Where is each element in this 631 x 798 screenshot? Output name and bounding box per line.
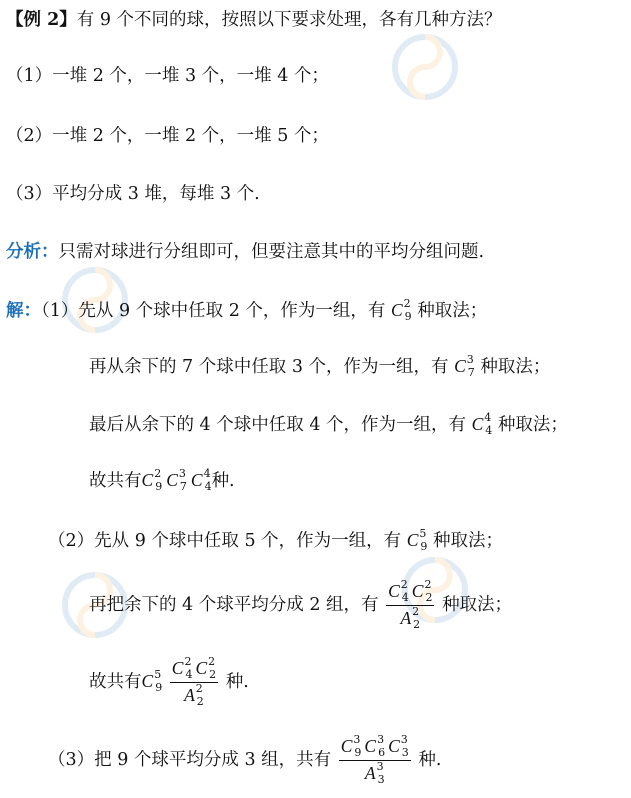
combination-expr: $C^2_9$ $C^3_7$ $C^4_4$ <box>141 467 212 493</box>
solution-p2-line1: （2）先从 9 个球中任取 5 个，作为一组，有 $C^5_9$ 种取法； <box>48 527 503 553</box>
analysis-label: 分析： <box>6 242 59 262</box>
fraction-expr: $\frac{C^2_4 C^2_2}{A^2_2}$ <box>388 578 433 631</box>
combination-expr: $C^2_9$ <box>390 297 412 323</box>
watermark-logo <box>55 255 215 345</box>
analysis-line <box>6 244 484 262</box>
example-stem-line <box>6 12 502 30</box>
solution-p2-line2: 再把余下的 4 个球平均分成 2 组，有 $\frac{C^2_4 C^2_2}{A^2_2}$ 种取法； <box>89 578 513 631</box>
solution-label: 解： <box>6 301 41 321</box>
analysis-text: 只需对球进行分组即可，但要注意其中的平均分组问题. <box>58 242 485 262</box>
solution-p1-line3: 最后从余下的 4 个球中任取 4 个，作为一组，有 $C^4_4$ 种取法； <box>89 411 568 437</box>
solution-p1-line1: 解：（1）先从 9 个球中任取 2 个，作为一组，有 $C^2_9$ 种取法； <box>6 297 488 323</box>
taiji-logo-icon <box>55 255 215 345</box>
combination-expr: $C^5_9$ <box>141 668 163 694</box>
solution-p1-line2: 再从余下的 7 个球中任取 3 个，作为一组，有 $C^3_7$ 种取法； <box>89 353 551 379</box>
solution-p1-line4: 故共有$C^2_9$ $C^3_7$ $C^4_4$种. <box>89 467 235 493</box>
solution-p3-line1: （3）把 9 个球平均分成 3 组，共有 $\frac{C^3_9 C^3_6 C^3_3}{A^3_3}$ 种. <box>48 733 442 786</box>
taiji-logo-icon <box>385 22 545 112</box>
question-3: （3）平均分成 3 堆，每堆 3 个. <box>6 184 260 204</box>
combination-expr: $C^4_4$ <box>471 411 493 437</box>
watermark-logo <box>385 22 545 112</box>
fraction-expr: $\frac{C^3_9 C^3_6 C^3_3}{A^3_3}$ <box>340 733 409 786</box>
solution-p2-line3: 故共有$C^5_9$ $\frac{C^2_4 C^2_2}{A^2_2}$ 种. <box>89 655 249 708</box>
example-label: 【例 2】 <box>6 10 77 30</box>
example-stem: 有 9 个不同的球，按照以下要求处理，各有几种方法？ <box>76 10 502 30</box>
combination-expr: $C^5_9$ <box>406 527 428 553</box>
question-2: （2）一堆 2 个，一堆 2 个，一堆 5 个； <box>6 126 329 146</box>
question-1: （1）一堆 2 个，一堆 3 个，一堆 4 个； <box>6 66 329 86</box>
combination-expr: $C^3_7$ <box>454 353 475 379</box>
fraction-expr: $\frac{C^2_4 C^2_2}{A^2_2}$ <box>171 655 217 708</box>
